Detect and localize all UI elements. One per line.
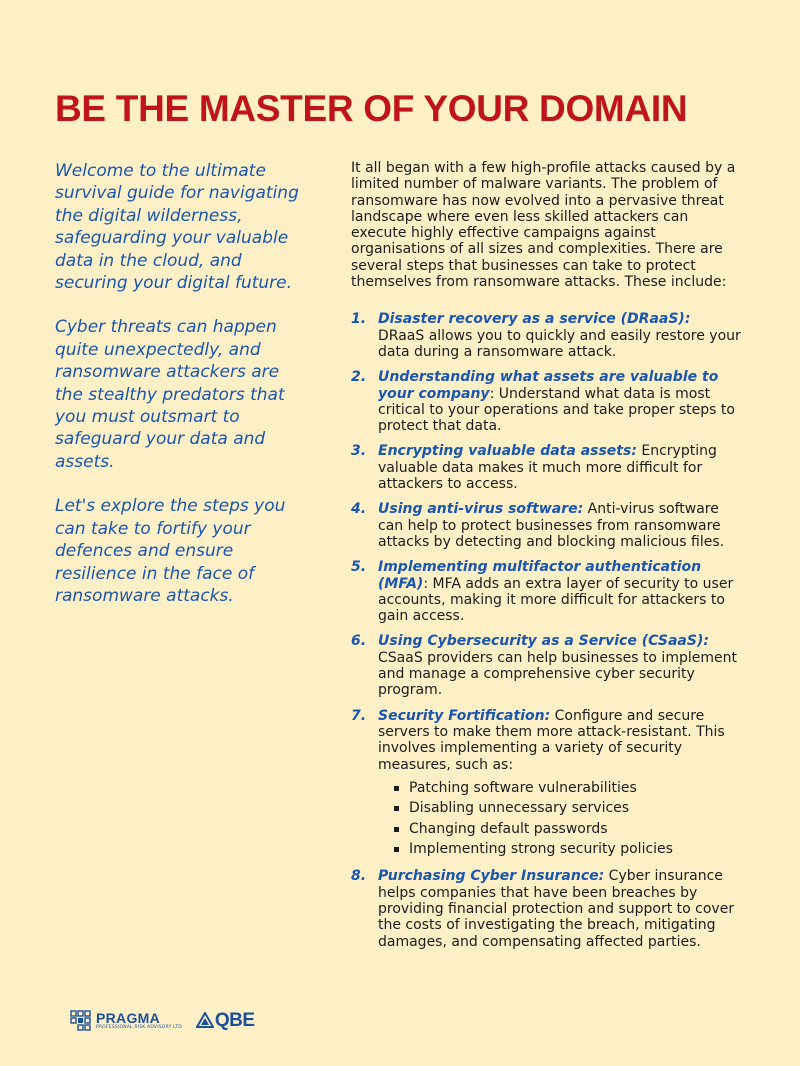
step-number: 3. <box>351 443 367 460</box>
step-number: 2. <box>351 369 367 386</box>
security-measures-list <box>378 778 741 860</box>
intro-paragraph: Cyber threats can happen quite unexpectedly, and ransomware attackers are the stealthy predators that you must outsmart to safeguard your data and assets. <box>55 317 285 472</box>
qbe-name: QBE <box>214 1010 255 1031</box>
step-title: Encrypting valuable data assets: <box>378 443 637 460</box>
qbe-shield-icon <box>196 1012 214 1030</box>
step-title: Using anti-virus software: <box>378 501 584 518</box>
step-title: Understanding what assets are valuable to your company <box>378 369 719 402</box>
step-number: 6. <box>351 633 367 650</box>
step-number: 1. <box>351 311 367 328</box>
step-item <box>351 868 741 949</box>
bullet-item: Changing default passwords <box>392 819 741 839</box>
step-item <box>351 369 741 434</box>
main-column <box>351 160 741 959</box>
intro-column <box>55 160 305 629</box>
bullet-item: Implementing strong security policies <box>392 839 741 859</box>
qbe-logo <box>196 1010 255 1032</box>
step-item <box>351 501 741 550</box>
step-number: 7. <box>351 707 367 724</box>
step-text: Cyber insurance helps companies that have been breaches by providing financial protection and support to cover the costs of investigating the breach, mitigating damages, and compensating affected parties. <box>378 868 735 950</box>
step-item <box>351 708 741 860</box>
bullet-item: Disabling unnecessary services <box>392 798 741 818</box>
step-number: 4. <box>351 501 367 518</box>
footer-logos <box>70 1009 255 1033</box>
step-title: Security Fortification: <box>378 707 551 724</box>
step-text: : Understand what data is most critical to your operations and take proper steps to protect that data. <box>378 385 735 435</box>
step-text: : MFA adds an extra layer of security to user accounts, making it more difficult for attackers to gain access. <box>378 575 734 625</box>
pragma-logo <box>70 1010 182 1032</box>
step-number: 8. <box>351 868 367 885</box>
pragma-grid-icon <box>70 1010 92 1032</box>
step-text: DRaaS allows you to quickly and easily restore your data during a ransomware attack. <box>378 327 741 360</box>
intro-paragraph: Let's explore the steps you can take to fortify your defences and ensure resilience in the face of ransomware attacks. <box>55 496 286 606</box>
bullet-item: Patching software vulnerabilities <box>392 778 741 798</box>
step-text: Configure and secure servers to make them more attack-resistant. This involves implementing a variety of security measures, such as: <box>378 707 725 773</box>
step-title: Disaster recovery as a service (DRaaS): <box>378 311 691 328</box>
step-item <box>351 559 741 624</box>
pragma-tagline: PROFESSIONAL RISK ADVISORY LTD <box>96 1025 182 1030</box>
step-text: Anti-virus software can help to protect businesses from ransomware attacks by detecting and blocking malicious files. <box>378 501 725 550</box>
step-number: 5. <box>351 559 367 576</box>
pragma-name: PRAGMA <box>96 1010 161 1026</box>
lead-paragraph: It all began with a few high-profile attacks caused by a limited number of malware variants. The problem of ransomware has now evolved into a pervasive threat landscape where even less skilled attackers can execute highly effective campaigns against organisations of all sizes and complexities. There are several steps that businesses can take to protect themselves from ransomware attacks. These include: <box>351 160 736 291</box>
intro-paragraph: Welcome to the ultimate survival guide for navigating the digital wilderness, safeguarding your valuable data in the cloud, and securing your digital future. <box>55 161 299 294</box>
steps-list <box>351 311 741 950</box>
step-item <box>351 443 741 492</box>
step-title: Purchasing Cyber Insurance: <box>378 868 605 885</box>
step-item <box>351 311 741 360</box>
step-item <box>351 633 741 698</box>
step-title: Using Cybersecurity as a Service (CSaaS): <box>378 633 709 650</box>
step-title: Implementing multifactor authentication (MFA) <box>378 559 702 592</box>
step-text: Encrypting valuable data makes it much more difficult for attackers to access. <box>378 443 717 493</box>
step-text: CSaaS providers can help businesses to implement and manage a comprehensive cyber security program. <box>378 649 737 699</box>
page-title: BE THE MASTER OF YOUR DOMAIN <box>55 88 688 129</box>
